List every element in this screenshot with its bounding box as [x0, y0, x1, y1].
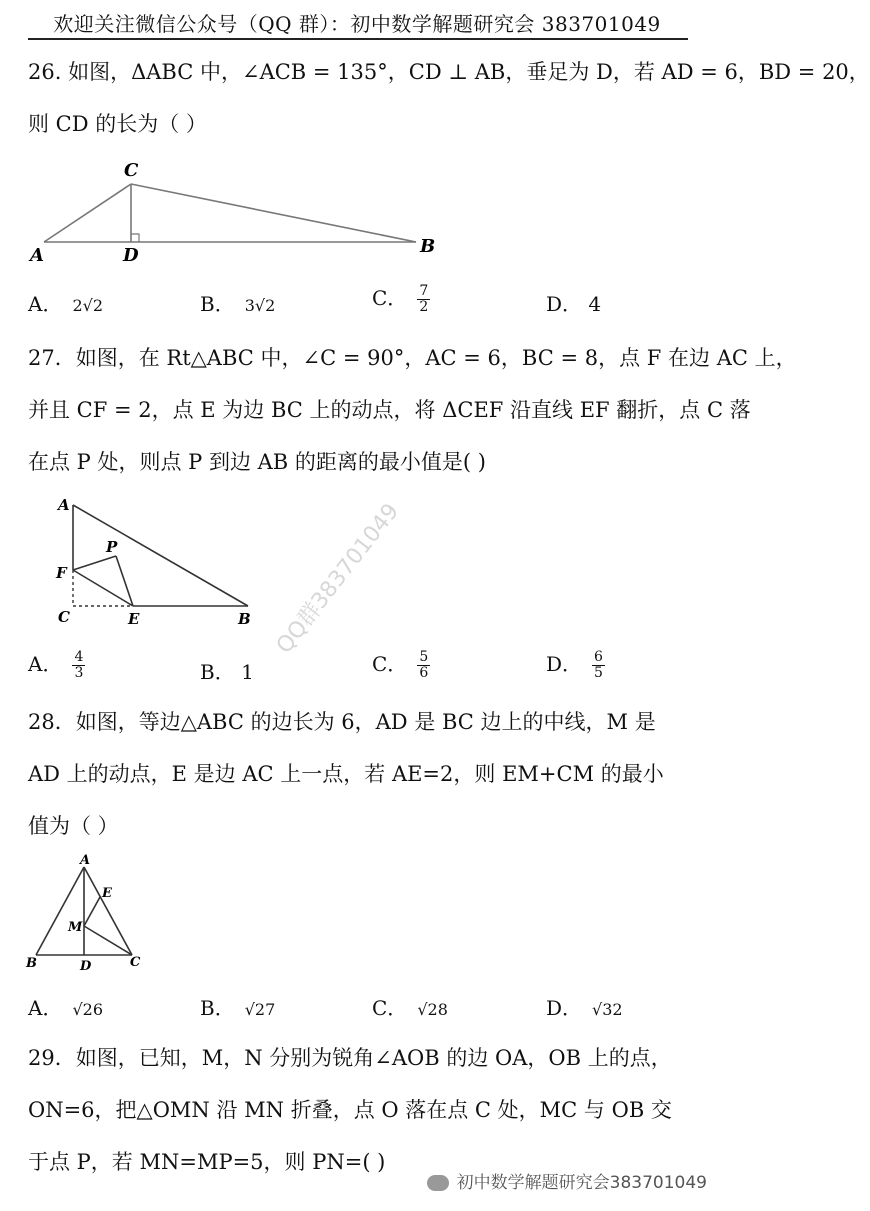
- q29-line2: ON=6，把△OMN 沿 MN 折叠，点 O 落在点 C 处，MC 与 OB 交: [28, 1098, 672, 1122]
- q28-line2: AD 上的动点，E 是边 AC 上一点，若 AE=2，则 EM+CM 的最小: [28, 762, 664, 786]
- q27-line3: 在点 P 处，则点 P 到边 AB 的距离的最小值是( ): [28, 450, 486, 474]
- q28-line3: 值为（ ）: [28, 814, 119, 838]
- q28-label-B: B: [26, 956, 37, 971]
- q28-option-a[interactable]: A． √26: [28, 996, 104, 1020]
- q28-label-M: M: [68, 920, 83, 935]
- q29-line3: 于点 P，若 MN=MP=5，则 PN=( ): [28, 1150, 386, 1174]
- q27-label-F: F: [56, 564, 67, 582]
- q26-label-C: C: [124, 160, 139, 181]
- q26-label-B: B: [420, 236, 436, 257]
- q26-option-a[interactable]: A． 2√2: [28, 292, 104, 316]
- q28-label-E: E: [102, 886, 112, 901]
- page-header: 欢迎关注微信公众号（QQ 群）：初中数学解题研究会 383701049: [53, 12, 661, 36]
- q28-option-d[interactable]: D． √32: [546, 996, 623, 1020]
- q27-option-a[interactable]: A． $\frac{4}{3}$: [28, 649, 84, 681]
- q28-line1: 28．如图，等边△ABC 的边长为 6，AD 是 BC 边上的中线，M 是: [28, 710, 656, 734]
- q26-line1: 26. 如图，ΔABC 中，∠ACB = 135°，CD ⊥ AB，垂足为 D，若 AD = 6，BD = 20，: [28, 60, 870, 84]
- q27-label-C: C: [58, 608, 70, 626]
- q26-option-b[interactable]: B． 3√2: [200, 292, 276, 316]
- footer-brand: [427, 1168, 707, 1193]
- q29-line1: 29．如图，已知，M，N 分别为锐角∠AOB 的边 OA，OB 上的点，: [28, 1046, 672, 1070]
- q27-label-A: A: [58, 496, 70, 514]
- q28-label-A: A: [80, 853, 91, 868]
- q27-label-E: E: [128, 610, 140, 628]
- watermark: QQ群383701049: [271, 499, 405, 659]
- wechat-icon: [427, 1175, 449, 1191]
- q28-option-b[interactable]: B． √27: [200, 996, 276, 1020]
- q27-line1: 27．如图，在 Rt△ABC 中，∠C = 90°，AC = 6，BC = 8，点 F 在边 AC 上，: [28, 346, 797, 370]
- q26-option-c[interactable]: C． $\frac{7}{2}$: [372, 283, 429, 315]
- q27-option-c[interactable]: C． $\frac{5}{6}$: [372, 649, 429, 681]
- q26-option-d[interactable]: D． 4: [546, 292, 602, 316]
- q27-option-d[interactable]: D． $\frac{6}{5}$: [546, 649, 603, 681]
- q27-label-B: B: [238, 610, 251, 628]
- q27-label-P: P: [106, 538, 118, 556]
- q27-line2: 并且 CF = 2，点 E 为边 BC 上的动点，将 ΔCEF 沿直线 EF 翻折，点 C 落: [28, 398, 751, 422]
- q28-label-D: D: [80, 959, 92, 974]
- footer-text: 初中数学解题研究会383701049: [456, 1173, 707, 1193]
- q26-label-A: A: [30, 245, 44, 266]
- q28-option-c[interactable]: C． √28: [372, 996, 448, 1020]
- q26-label-D: D: [123, 245, 139, 266]
- q26-line2: 则 CD 的长为（ ）: [28, 112, 207, 136]
- q28-label-C: C: [130, 955, 141, 970]
- q27-option-b[interactable]: B． 1: [200, 660, 254, 684]
